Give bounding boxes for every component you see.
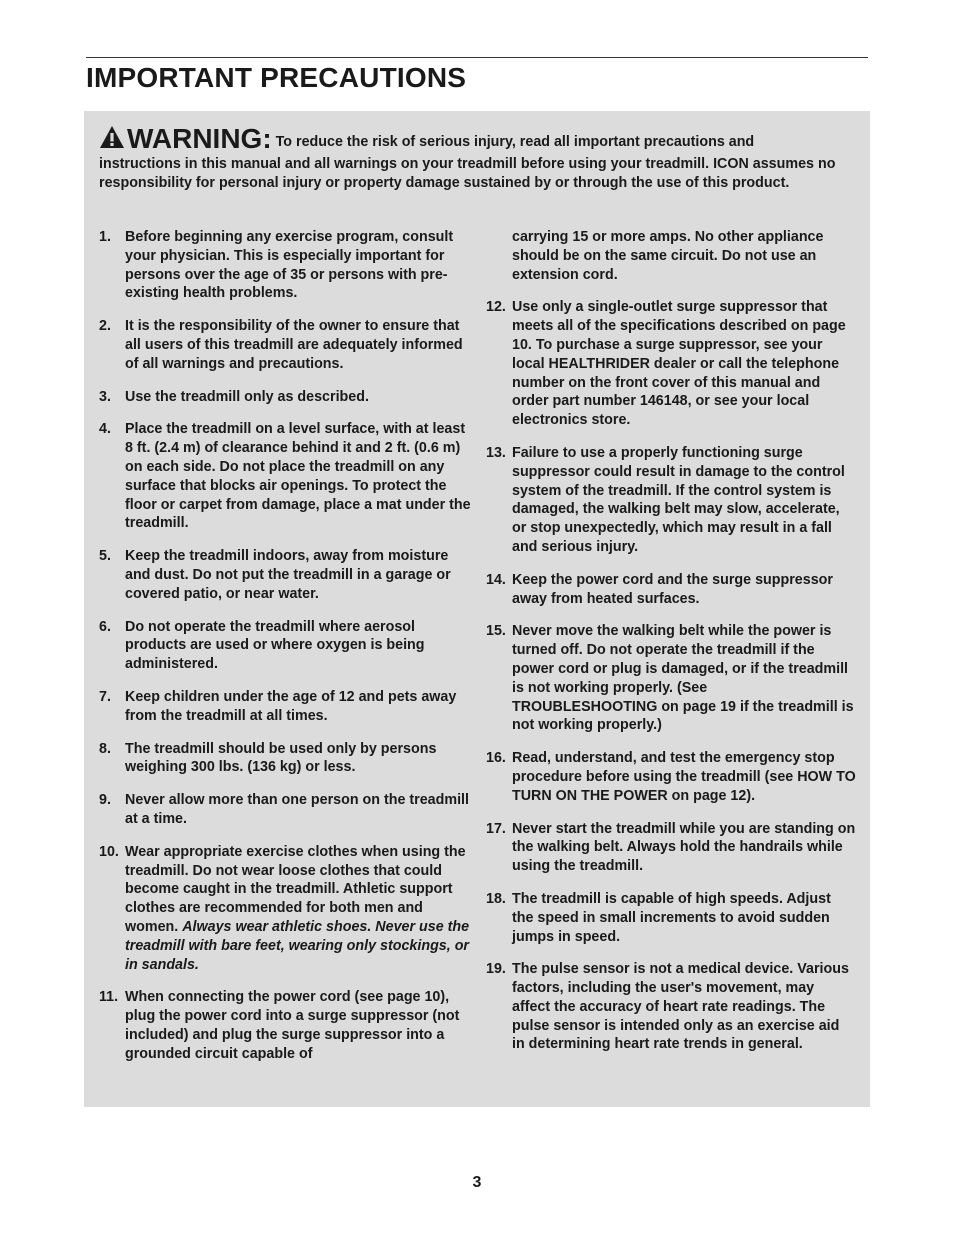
list-item: 12. Use only a single-outlet surge suppressor that meets all of the specifications described on page 10. To purchase a surge suppressor, see your local HEALTHRIDER dealer or call the telephone number on the front cover of this manual and order part number 146148, or see your local electronics store. — [486, 299, 846, 429]
page-title: IMPORTANT PRECAUTIONS — [86, 62, 467, 93]
top-rule — [86, 57, 868, 58]
list-item: 6. Do not operate the treadmill where aerosol products are used or where oxygen is being administered. — [99, 618, 425, 673]
left-column — [99, 228, 471, 1063]
warning-text: To reduce the risk of serious injury, read all important precautions and instructions in this manual and all warnings on your treadmill before using your treadmill. ICON assumes no responsibility for personal injury or property damage sustained by or through the use of this product. — [99, 134, 836, 191]
list-item: 4. Place the treadmill on a level surface, with at least 8 ft. (2.4 m) of clearance behind it and 2 ft. (0.6 m) on each side. Do not place the treadmill on any surface that blocks air openings. To protect the floor or carpet from damage, place a mat under the treadmill. — [99, 421, 471, 532]
list-item: 11. When connecting the power cord (see page 10), plug the power cord into a surge suppressor (not included) and plug the surge suppressor into a grounded circuit capable of — [99, 989, 460, 1062]
list-item: 9. Never allow more than one person on the treadmill at a time. — [99, 792, 469, 827]
list-item: 1. Before beginning any exercise program, consult your physician. This is especially important for persons over the age of 35 or persons with pre-existing health problems. — [99, 229, 454, 302]
warning-triangle-icon — [99, 125, 125, 155]
list-item-continued: carrying 15 or more amps. No other appliance should be on the same circuit. Do not use an extension cord. — [512, 229, 824, 283]
list-item: 14. Keep the power cord and the surge suppressor away from heated surfaces. — [486, 571, 833, 607]
list-item: 15. Never move the walking belt while the power is turned off. Do not operate the treadmill if the power cord or plug is damaged, or if the treadmill is not working properly. (See TROUBLESHOOTING on page 19 if the treadmill is not working properly.) — [486, 623, 854, 734]
list-item: 10. Wear appropriate exercise clothes when using the treadmill. Do not wear loose clothes that could become caught in the treadmill. Athletic support clothes are recommended for both men and women. Always wear athletic shoes. Never use the treadmill with bare feet, wearing only stockings, or in sandals. — [99, 843, 470, 973]
warning-label: WARNING: — [127, 123, 272, 154]
page-number: 3 — [472, 1174, 482, 1191]
list-item: 5. Keep the treadmill indoors, away from moisture and dust. Do not put the treadmill in a garage or covered patio, or near water. — [99, 548, 451, 602]
list-item: 18. The treadmill is capable of high speeds. Adjust the speed in small increments to avoid sudden jumps in speed. — [486, 890, 831, 945]
warning-block — [99, 125, 839, 193]
right-column — [486, 228, 856, 1054]
list-item: 19. The pulse sensor is not a medical device. Various factors, including the user's movement, may affect the accuracy of heart rate readings. The pulse sensor is intended only as an exercise aid in determining heart rate trends in general. — [486, 961, 849, 1053]
list-item: 2. It is the responsibility of the owner to ensure that all users of this treadmill are adequately informed of all warnings and precautions. — [99, 318, 463, 372]
list-item: 7. Keep children under the age of 12 and pets away from the treadmill at all times. — [99, 688, 457, 724]
list-item: 13. Failure to use a properly functioning surge suppressor could result in damage to the control system of the treadmill. If the control system is damaged, the walking belt may slow, accelerate, or stop unexpectedly, which may result in a fall and serious injury. — [486, 444, 845, 555]
precautions-panel — [84, 111, 870, 1107]
list-item: 17. Never start the treadmill while you are standing on the walking belt. Always hold the handrails while using the treadmill. — [486, 820, 856, 875]
list-item: 16. Read, understand, and test the emergency stop procedure before using the treadmill (see HOW TO TURN ON THE POWER on page 12). — [486, 750, 856, 804]
list-item: 8. The treadmill should be used only by persons weighing 300 lbs. (136 kg) or less. — [99, 740, 437, 776]
list-item: 3. Use the treadmill only as described. — [99, 388, 369, 405]
italic-note: Always wear athletic shoes. Never use the treadmill with bare feet, wearing only stockings, or in sandals. — [125, 918, 470, 973]
